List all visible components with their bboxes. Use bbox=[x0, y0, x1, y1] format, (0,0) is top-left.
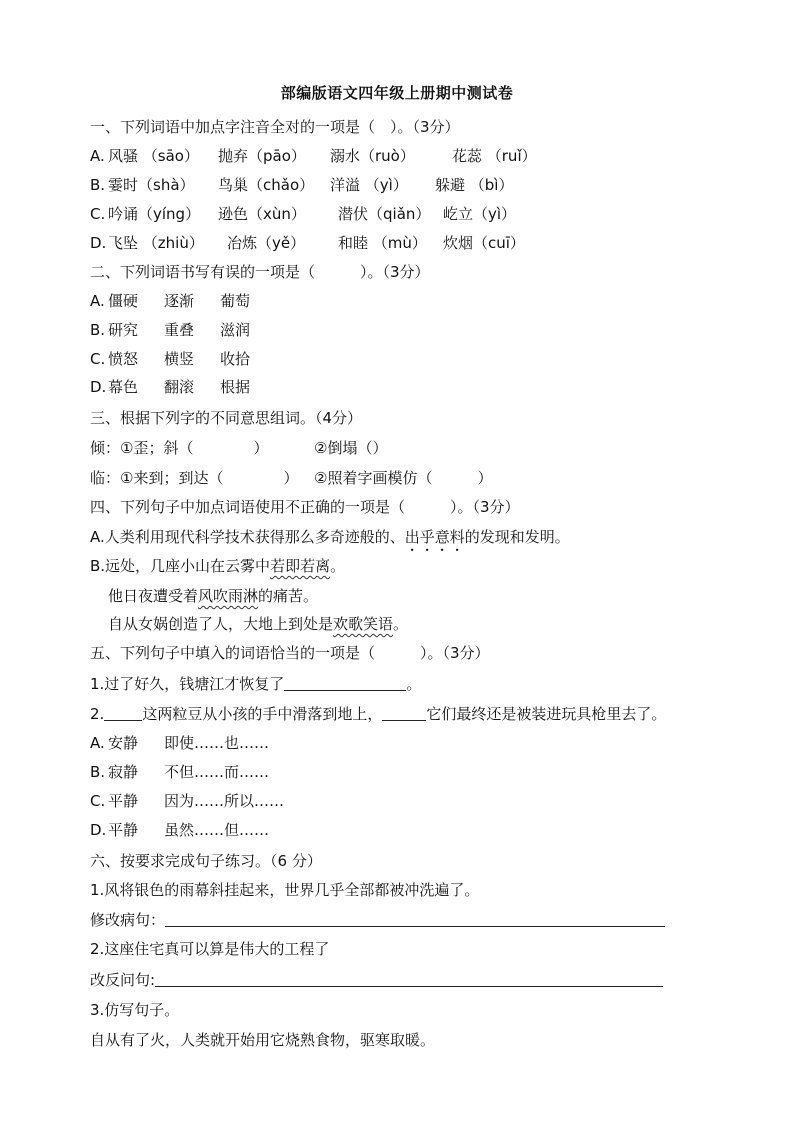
q4-a-marked-word: 出乎意料 bbox=[404, 528, 465, 546]
q3-row-lin: 临：①来到；到达（ ） ②照着字画模仿（ ） bbox=[90, 469, 493, 487]
answer-blank[interactable] bbox=[284, 675, 406, 691]
q2-option-c: C. 愤怒 横竖 收拾 bbox=[90, 350, 251, 368]
q1-a-item: 花蕊 （ruǐ） bbox=[452, 147, 537, 165]
q5-sentence-2: 2. 这两粒豆从小孩的手中滑落到地上， 它们最终还是被装进玩具枪里去了。 bbox=[90, 705, 667, 723]
q1-b-item: 洋溢 （yì） bbox=[330, 176, 408, 194]
q1-a-item: 风骚 （sāo） bbox=[108, 147, 199, 165]
answer-blank[interactable] bbox=[382, 705, 426, 721]
q1-option-a: A. 风骚 （sāo） 抛弃（pāo） 溺水（ruò） 花蕊 （ruǐ） bbox=[90, 147, 537, 165]
q2-option-a: A. 僵硬 逐渐 葡萄 bbox=[90, 292, 251, 310]
q4-option-b: B.远处，几座小山在云雾中若即若离。 bbox=[90, 557, 346, 575]
q1-c-item: 吟诵（yíng） bbox=[108, 205, 201, 223]
q1-a-item: 溺水（ruò） bbox=[330, 147, 415, 165]
q1-c-item: 屹立（yì） bbox=[443, 205, 517, 223]
q6-sentence-2: 2.这座住宅真可以算是伟大的工程了 bbox=[90, 940, 330, 958]
q6-rewrite-1: 修改病句： bbox=[90, 910, 665, 930]
q2-option-d: D. 幕色 翻滚 根据 bbox=[90, 378, 251, 396]
q5-option-a: A. 安静 即使……也…… bbox=[90, 734, 270, 752]
page-title: 部编版语文四年级上册期中测试卷 bbox=[280, 84, 514, 102]
q5-option-d: D. 平静 虽然……但…… bbox=[90, 821, 270, 839]
answer-line[interactable] bbox=[165, 911, 665, 927]
q6-sentence-1: 1.风将银色的雨幕斜挂起来，世界几乎全部都被冲洗遍了。 bbox=[90, 881, 480, 899]
q1-stem: 一、下列词语中加点字注音全对的一项是（ ）。（3分） bbox=[90, 118, 460, 136]
q5-stem: 五、下列句子中填入的词语恰当的一项是（ ）。（3分） bbox=[90, 644, 490, 662]
q6-stem: 六、按要求完成句子练习。（6 分） bbox=[90, 852, 322, 870]
q1-b-item: 霎时（shà） bbox=[108, 176, 195, 194]
q1-d-item: 飞坠 （zhiù） bbox=[108, 234, 204, 252]
q4-option-a: A.人类利用现代科学技术获得那么多奇迹般的、出乎意料的发现和发明。 bbox=[90, 528, 570, 546]
q4-option-d: 自从女娲创造了人，大地上到处是欢歌笑语。 bbox=[108, 615, 409, 633]
q6-sentence-3: 3.仿写句子。 bbox=[90, 1001, 180, 1019]
q1-b-item: 鸟巢（chǎo） bbox=[218, 176, 315, 194]
q6-rewrite-2: 改反问句: bbox=[90, 970, 663, 990]
q4-b-marked-word: 若即若离 bbox=[270, 557, 331, 575]
q1-b-item: 躲避 （bì） bbox=[435, 176, 514, 194]
q1-option-c: C. 吟诵（yíng） 逊色（xùn） 潜伏（qiǎn） 屹立（yì） bbox=[90, 205, 517, 223]
q4-c-marked-word: 风吹雨淋 bbox=[198, 587, 259, 605]
q5-option-c: C. 平静 因为……所以…… bbox=[90, 792, 285, 810]
answer-blank[interactable] bbox=[104, 705, 142, 721]
q1-d-item: 炊烟（cuī） bbox=[443, 234, 525, 252]
q4-stem: 四、下列句子中加点词语使用不正确的一项是（ ）。（3分） bbox=[90, 498, 520, 516]
q4-d-marked-word: 欢歌笑语 bbox=[333, 615, 394, 633]
q1-d-item: 冶炼（yě） bbox=[227, 234, 306, 252]
q1-a-item: 抛弃（pāo） bbox=[218, 147, 306, 165]
q2-option-b: B. 研究 重叠 滋润 bbox=[90, 321, 251, 339]
q1-option-d: D. 飞坠 （zhiù） 冶炼（yě） 和睦 （mù） 炊烟（cuī） bbox=[90, 234, 525, 252]
q5-sentence-1: 1.过了好久，钱塘江才恢复了 。 bbox=[90, 675, 422, 693]
q6-example: 自从有了火，人类就开始用它烧熟食物，驱寒取暖。 bbox=[90, 1031, 436, 1049]
q3-stem: 三、根据下列字的不同意思组词。（4分） bbox=[90, 409, 363, 427]
q1-option-b: B. 霎时（shà） 鸟巢（chǎo） 洋溢 （yì） 躲避 （bì） bbox=[90, 176, 514, 194]
q4-option-c: 他日夜遭受着风吹雨淋的痛苦。 bbox=[108, 587, 319, 605]
q2-stem: 二、下列词语书写有误的一项是（ ）。（3分） bbox=[90, 263, 430, 281]
q3-row-qing: 倾：①歪；斜（ ） ②倒塌（） bbox=[90, 439, 388, 457]
q1-c-item: 逊色（xùn） bbox=[218, 205, 306, 223]
q5-option-b: B. 寂静 不但……而…… bbox=[90, 763, 270, 781]
q1-d-item: 和睦 （mù） bbox=[338, 234, 427, 252]
answer-line[interactable] bbox=[155, 971, 663, 987]
q1-c-item: 潜伏（qiǎn） bbox=[338, 205, 431, 223]
